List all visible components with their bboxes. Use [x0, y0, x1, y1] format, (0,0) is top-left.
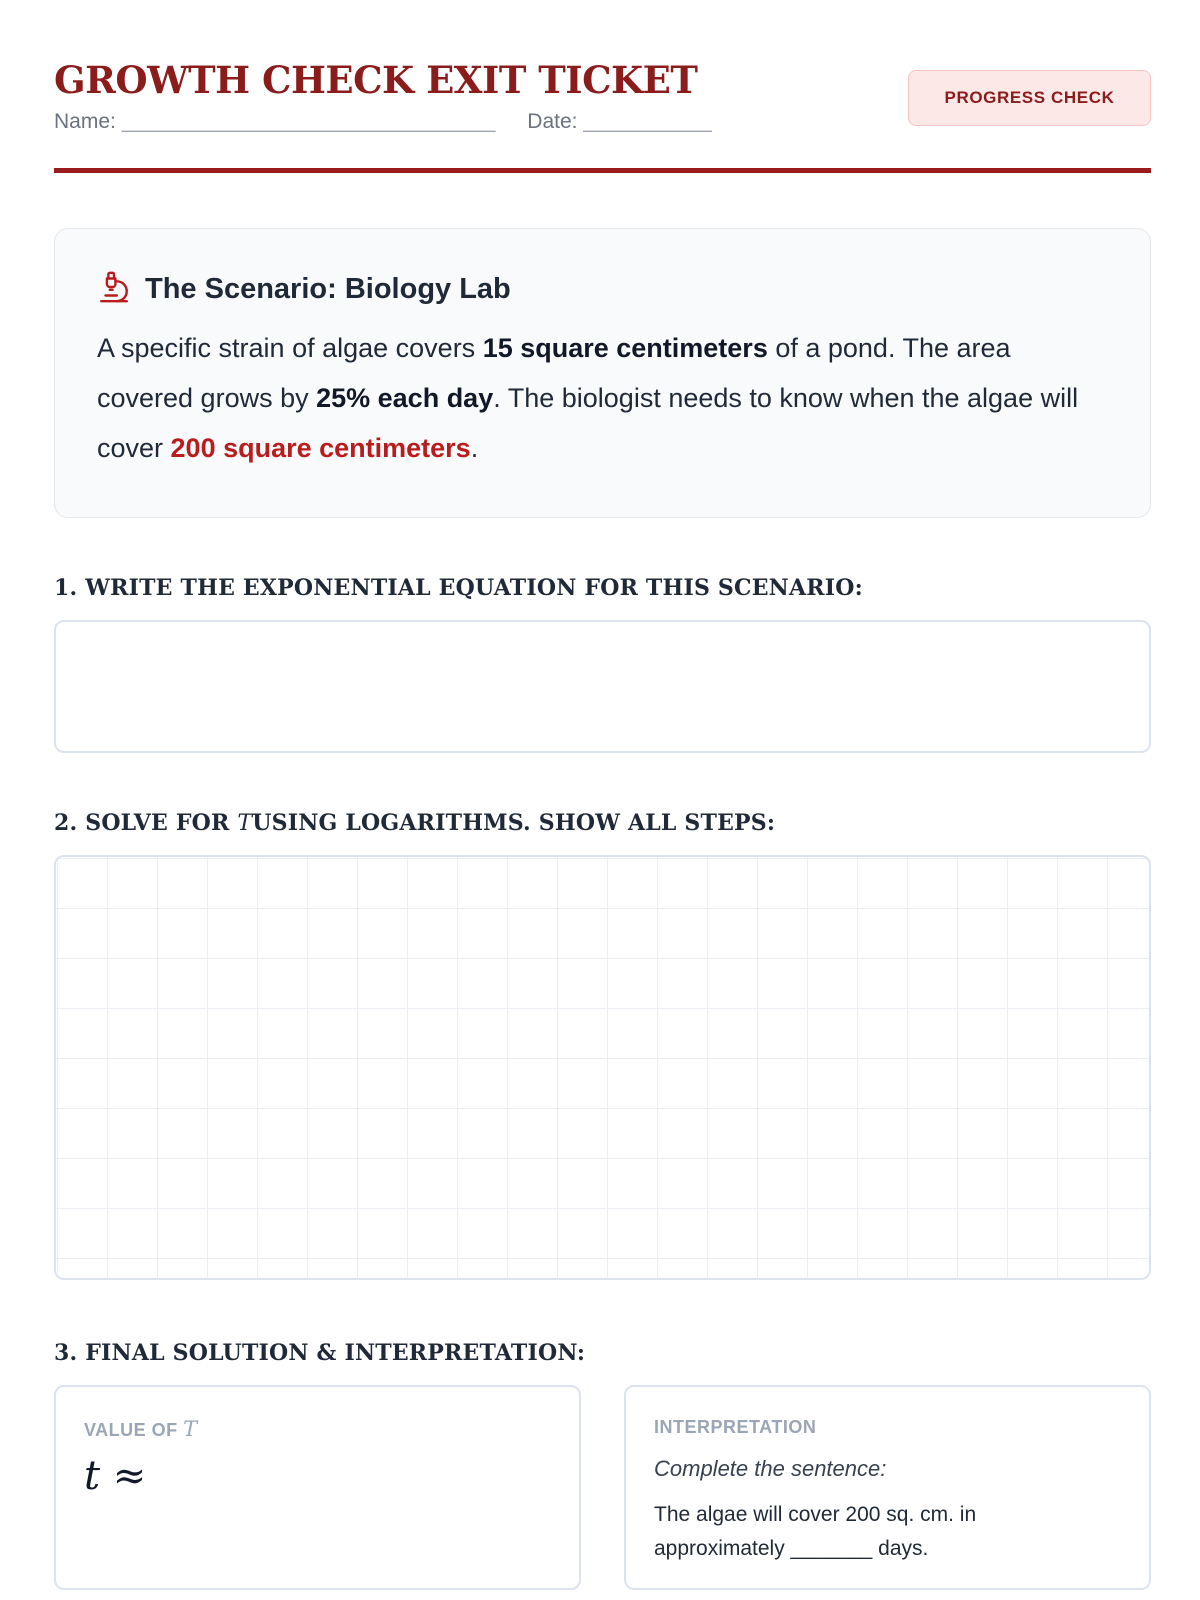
header-divider — [54, 168, 1151, 173]
work-grid-box[interactable] — [54, 855, 1151, 1280]
scenario-text-part: of a pond. The area covered grows by — [97, 333, 1011, 413]
progress-check-badge: PROGRESS CHECK — [908, 70, 1151, 126]
growth-rate: 25% each day — [316, 383, 494, 413]
initial-area: 15 square centimeters — [482, 333, 768, 363]
value-label-prefix: VALUE OF — [84, 1420, 184, 1440]
exit-ticket-page — [54, 0, 1151, 1560]
scenario-description — [97, 323, 1108, 473]
page-title: GROWTH CHECK EXIT TICKET — [54, 58, 698, 102]
question-1-label: 1. WRITE THE EXPONENTIAL EQUATION FOR THIS SCENARIO: — [54, 575, 863, 601]
equation-answer-box[interactable] — [54, 620, 1151, 753]
date-blank[interactable]: ___________ — [583, 110, 712, 133]
question-2-variable: T — [237, 811, 253, 836]
date-label: Date: — [527, 110, 578, 133]
scenario-text-part: . — [470, 433, 479, 463]
scenario-card — [54, 228, 1151, 518]
scenario-heading — [97, 269, 1108, 309]
interpretation-sentence: The algae will cover 200 sq. cm. in approximately _______ days. — [654, 1503, 977, 1560]
target-area: 200 square centimeters — [170, 433, 471, 463]
value-of-t-label — [84, 1417, 579, 1441]
scenario-title: The Scenario: Biology Lab — [145, 272, 511, 305]
interpretation-box[interactable] — [624, 1385, 1151, 1590]
question-2-prefix: 2. SOLVE FOR — [54, 810, 238, 836]
name-label: Name: — [54, 110, 116, 133]
interpretation-label: INTERPRETATION — [654, 1417, 817, 1437]
approx-symbol: ≈ — [112, 1453, 147, 1499]
scenario-text-part: A specific strain of algae covers — [97, 333, 483, 363]
scenario-text-part: . The biologist needs to know when the algae will cover — [97, 383, 1079, 463]
name-blank[interactable]: ________________________________ — [121, 110, 496, 133]
interpretation-prompt: Complete the sentence: — [654, 1456, 887, 1481]
header — [54, 0, 1151, 175]
t-approx-expression — [84, 1453, 579, 1499]
microscope-icon — [97, 269, 131, 310]
student-info-line — [54, 110, 712, 134]
question-2-suffix: USING LOGARITHMS. SHOW ALL STEPS: — [252, 810, 776, 836]
value-label-variable: T — [183, 1417, 198, 1441]
t-symbol: t — [84, 1453, 101, 1499]
question-3-label: 3. FINAL SOLUTION & INTERPRETATION: — [54, 1340, 586, 1366]
question-2-label — [54, 810, 775, 836]
value-of-t-box[interactable] — [54, 1385, 581, 1590]
